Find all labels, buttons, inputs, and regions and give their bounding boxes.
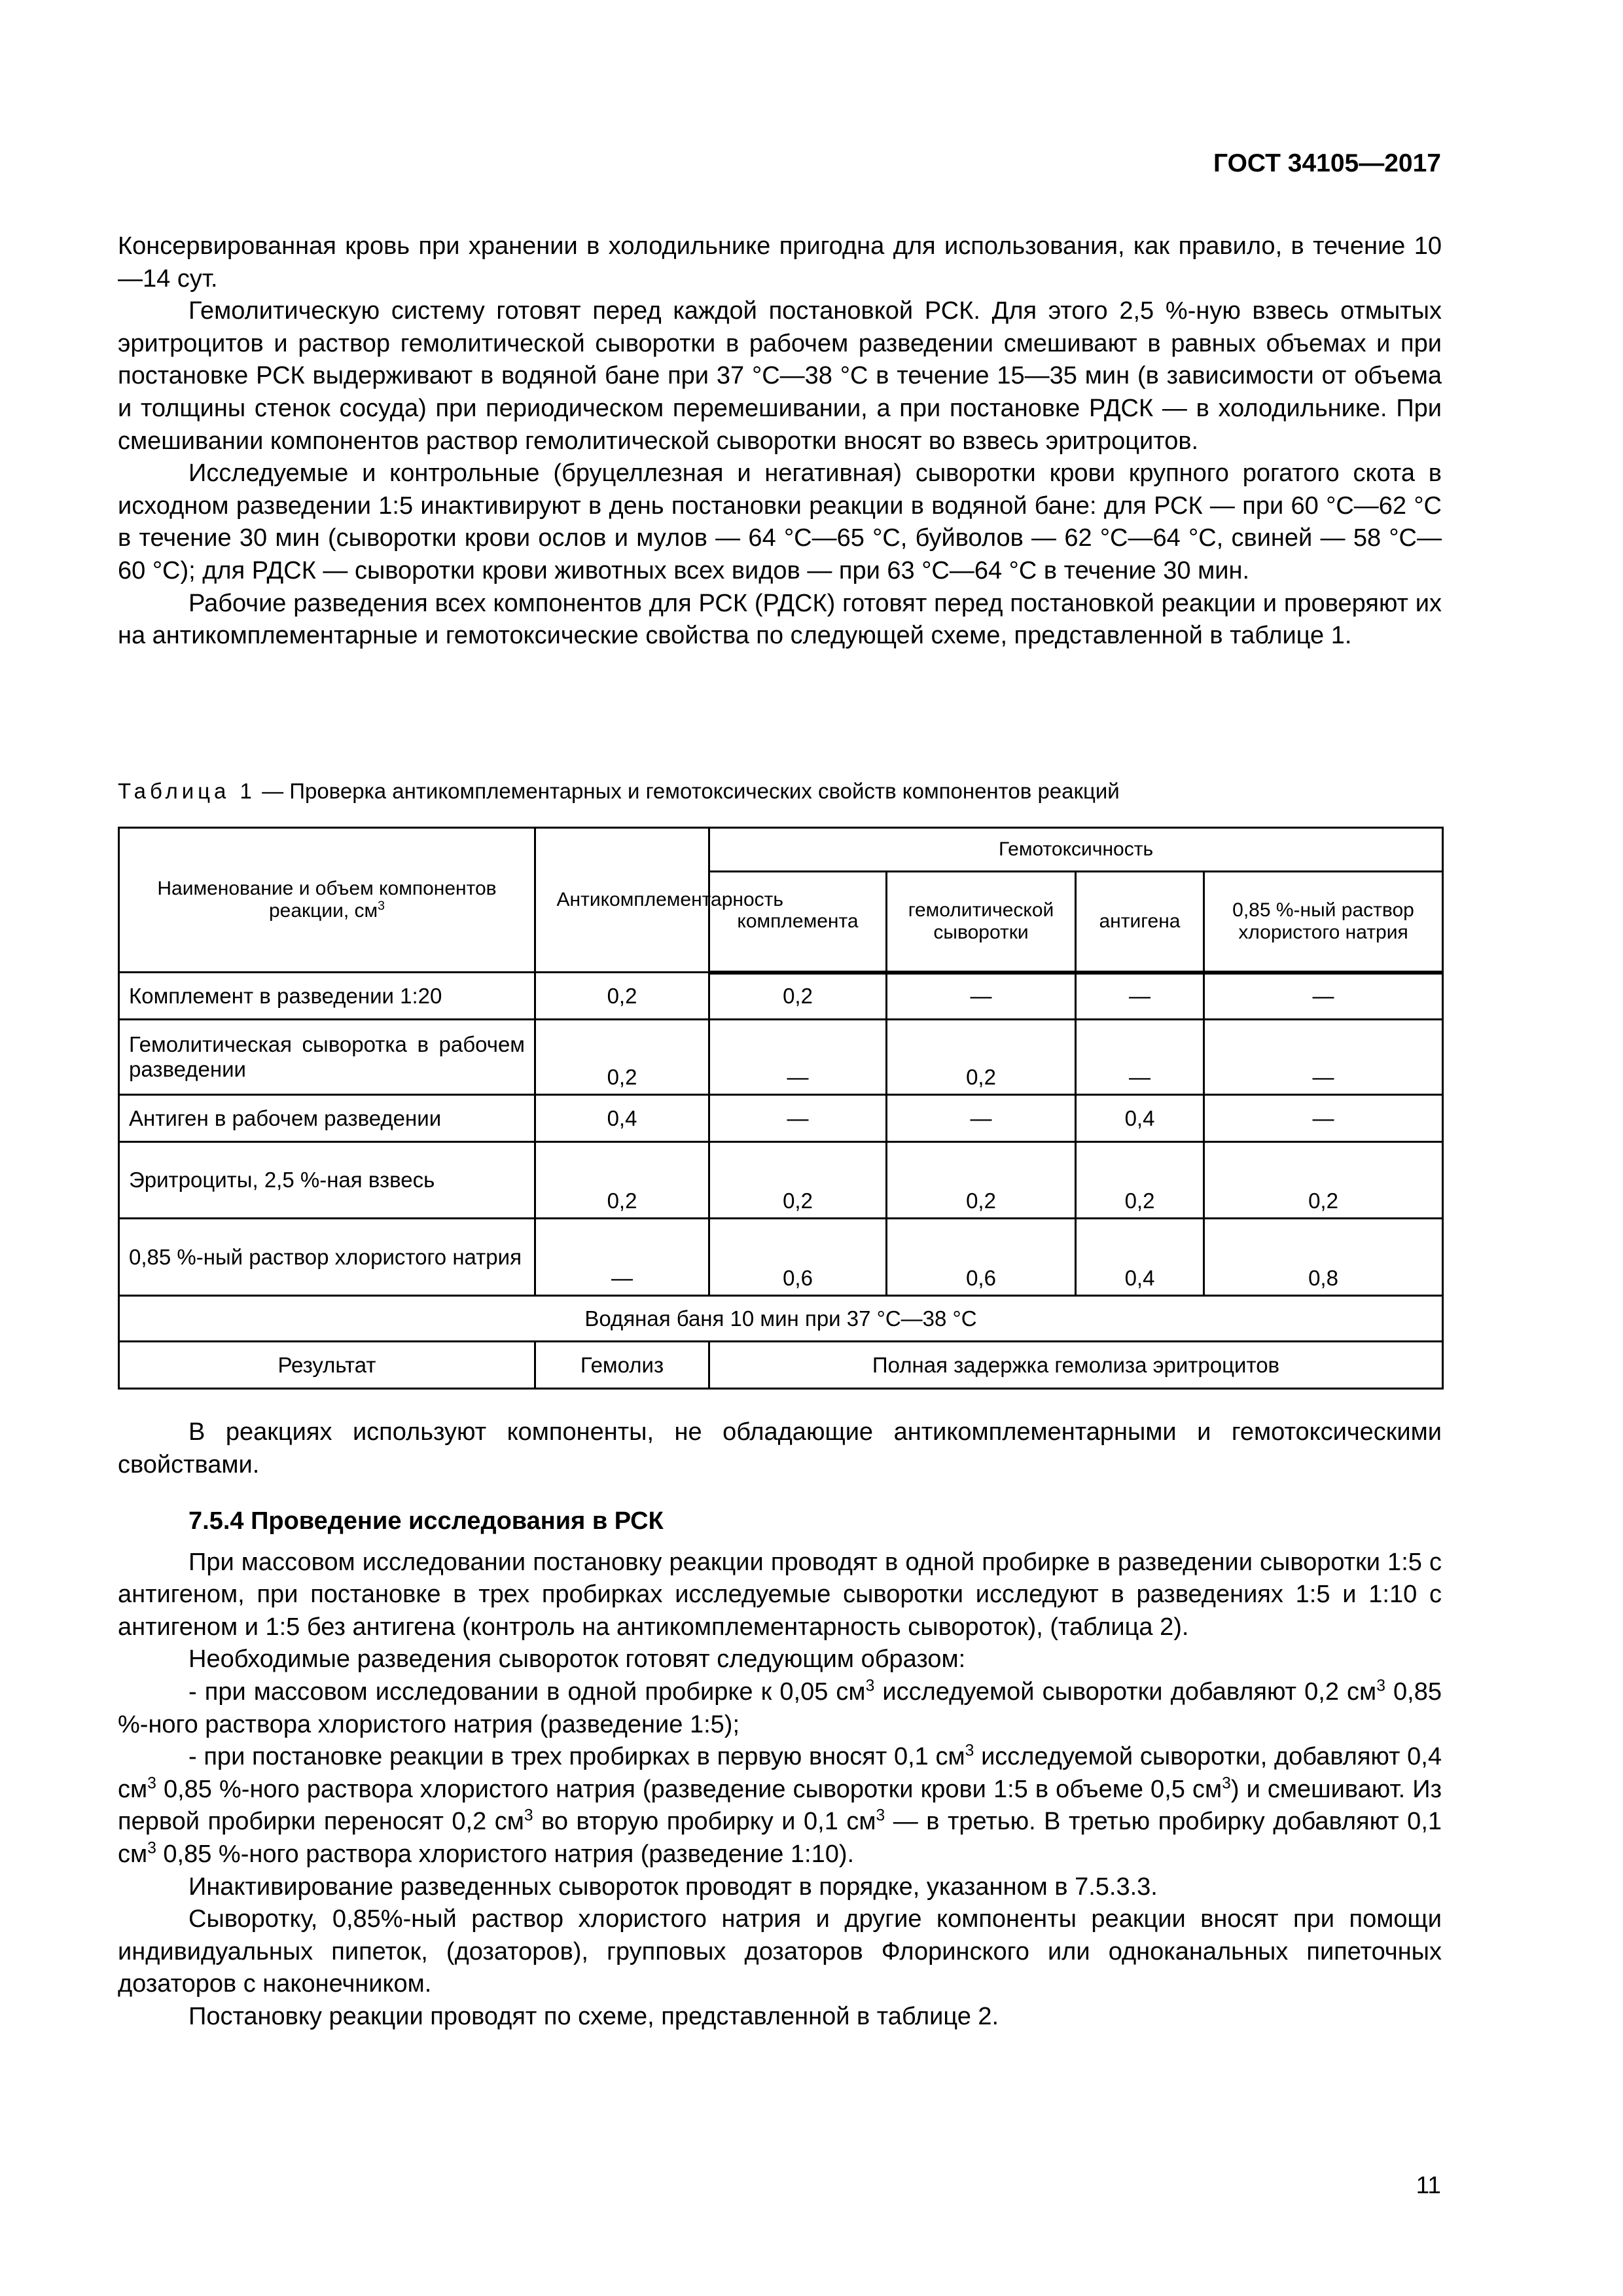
cell-value: 0,4 <box>535 1095 709 1142</box>
text-segment: Необходимые разведения сывороток готовят следующим образом: <box>188 1645 966 1674</box>
text-segment: Консервированная кровь при хранении в холодильнике пригодна для использования, как правило, в течение 10—14 сут. <box>118 232 1442 293</box>
text-segment: 0,85 %-ного раствора хлористого натрия (разведение сыворотки крови 1:5 в объеме 0,5 см <box>156 1775 1222 1803</box>
text-segment: Инактивирование разведенных сывороток проводят в порядке, указанном в 7.5.3.3. <box>188 1873 1158 1901</box>
cell-value: — <box>535 1219 709 1296</box>
page-number: 11 <box>1416 2172 1441 2198</box>
text-segment: Сыворотку, 0,85%-ный раствор хлористого натрия и другие компоненты реакции вносят при помощи индивидуальных пипеток, (дозаторов), групповых дозаторов Флоринского или одноканальных пипеточных дозаторов с наконечником. <box>118 1905 1442 1998</box>
cell-value: 0,2 <box>887 1142 1076 1219</box>
text-segment: ) и смешивают. Из первой пробирки переносят 0,2 см <box>118 1775 1442 1836</box>
cell-value: — <box>1204 1020 1443 1095</box>
cell-value: 0,2 <box>887 1020 1076 1095</box>
cell-value: — <box>709 1095 887 1142</box>
paragraph <box>118 230 1442 295</box>
text-segment: - при постановке реакции в трех пробирках в первую вносят 0,1 см <box>188 1743 965 1771</box>
cell-value: 0,4 <box>1076 1095 1204 1142</box>
paragraph <box>118 2001 1442 2034</box>
text-segment: Рабочие разведения всех компонентов для РСК (РДСК) готовят перед постановкой реакции и проверяют их на антикомплементарные и гемотоксические свойства по следующей схеме, представленной в таблице 1. <box>118 589 1442 650</box>
header-sub: гемолитической сыворотки <box>887 872 1076 973</box>
row-name: Комплемент в разведении 1:20 <box>119 973 535 1020</box>
cell-value: 0,2 <box>535 1142 709 1219</box>
paragraph <box>118 1676 1442 1741</box>
cell-value: 0,2 <box>535 1020 709 1095</box>
superscript: 3 <box>524 1806 533 1825</box>
section-heading: 7.5.4 Проведение исследования в РСК <box>188 1507 664 1535</box>
cell-value: — <box>1204 973 1443 1020</box>
paragraph <box>118 295 1442 457</box>
paragraph <box>118 588 1442 653</box>
header-sub: 0,85 %-ный раствор хлористого натрия <box>1204 872 1443 973</box>
document-id: ГОСТ 34105—2017 <box>1213 149 1441 177</box>
text-segment: 0,85 %-ного раствора хлористого натрия (разведение 1:5); <box>118 1677 1442 1738</box>
top-text-block <box>118 230 1442 653</box>
cell-value: 0,2 <box>1076 1142 1204 1219</box>
table-row <box>119 1095 1443 1142</box>
paragraph <box>118 1643 1442 1676</box>
text-segment: исследуемой сыворотки, добавляют 0,4 см <box>118 1743 1442 1803</box>
row-name: Эритроциты, 2,5 %-ная взвесь <box>119 1142 535 1219</box>
water-bath-row: Водяная баня 10 мин при 37 °С—38 °С <box>119 1296 1443 1342</box>
cell-value: 0,4 <box>1076 1219 1204 1296</box>
table-row <box>119 1020 1443 1095</box>
paragraph <box>118 1871 1442 1904</box>
paragraph <box>118 1547 1442 1644</box>
cell-value: 0,2 <box>1204 1142 1443 1219</box>
paragraph <box>118 1903 1442 2001</box>
cell-value: — <box>709 1020 887 1095</box>
paragraph <box>118 457 1442 587</box>
header-name: Наименование и объем компонентов реакции, $см^3$ <box>119 828 535 973</box>
header-anticomp: Антикомплементарность <box>535 828 709 973</box>
result-anticomp: Гемолиз <box>535 1342 709 1389</box>
superscript: 3 <box>147 1774 156 1793</box>
text-segment: исследуемой сыворотки добавляют 0,2 см <box>874 1677 1377 1706</box>
cell-value: 0,6 <box>887 1219 1076 1296</box>
result-hemotox: Полная задержка гемолиза эритроцитов <box>709 1342 1443 1389</box>
cell-value: 0,8 <box>1204 1219 1443 1296</box>
text-segment: во вторую пробирку и 0,1 см <box>533 1808 876 1836</box>
header-sub: антигена <box>1076 872 1204 973</box>
text-segment: При массовом исследовании постановку реакции проводят в одной пробирке в разведении сыворотки 1:5 с антигеном, при постановке в трех пробирках исследуемые сыворотки исследуют в разведениях 1:5 и 1:10 с антигеном и 1:5 без антигена (контроль на антикомплементарность сывороток), (таблица 2). <box>118 1548 1442 1641</box>
header-hemotox: Гемотоксичность <box>709 828 1443 872</box>
paragraph <box>118 1741 1442 1871</box>
result-label: Результат <box>119 1342 535 1389</box>
cell-value: 0,6 <box>709 1219 887 1296</box>
header-sub: комплемента <box>709 872 887 973</box>
superscript: 3 <box>865 1677 875 1695</box>
text-segment: Исследуемые и контрольные (бруцеллезная и негативная) сыворотки крови крупного рогатого скота в исходном разведении 1:5 инактивируют в день постановки реакции в водяной бане: для РСК — при 60 °С—62 °С в течение 30 мин (сыворотки крови ослов и мулов — 64 °С—65 °С, буйволов — 62 °С—64 °С, свиней — 58 °С—60 °С); для РДСК — сыворотки крови животных всех видов — при 63 °С—64 °С в течение 30 мин. <box>118 459 1442 584</box>
text-segment: — в третью. В третью пробирку добавляют 0,1 см <box>118 1808 1442 1868</box>
superscript: 3 <box>876 1806 885 1825</box>
table-caption-text: — Проверка антикомплементарных и гемотоксических свойств компонентов реакций <box>255 779 1120 803</box>
row-name: 0,85 %-ный раствор хлористого натрия <box>119 1219 535 1296</box>
cell-value: — <box>887 973 1076 1020</box>
table-1 <box>118 827 1444 1390</box>
superscript: 3 <box>147 1839 156 1857</box>
superscript: 3 <box>1222 1774 1231 1793</box>
table-caption <box>118 779 1120 804</box>
cell-value: — <box>1076 1020 1204 1095</box>
cell-value: — <box>1076 973 1204 1020</box>
section-block <box>118 1505 1442 2034</box>
row-name: Гемолитическая сыворотка в рабочем разведении <box>119 1020 535 1095</box>
table-row <box>119 1142 1443 1219</box>
after-table-block <box>118 1416 1442 1481</box>
paragraph: В реакциях используют компоненты, не обладающие антикомплементарными и гемотоксическими свойствами. <box>118 1418 1442 1479</box>
superscript: 3 <box>965 1742 974 1760</box>
cell-value: 0,2 <box>535 973 709 1020</box>
table-row <box>119 1219 1443 1296</box>
superscript: 3 <box>1376 1677 1385 1695</box>
cell-value: — <box>1204 1095 1443 1142</box>
text-segment: 0,85 %-ного раствора хлористого натрия (разведение 1:10). <box>156 1840 855 1868</box>
text-segment: - при массовом исследовании в одной пробирке к 0,05 см <box>188 1677 866 1706</box>
cell-value: 0,2 <box>709 973 887 1020</box>
row-name: Антиген в рабочем разведении <box>119 1095 535 1142</box>
text-segment: Постановку реакции проводят по схеме, представленной в таблице 2. <box>188 2002 999 2030</box>
text-segment: Гемолитическую систему готовят перед каждой постановкой РСК. Для этого 2,5 %-ную взвесь отмытых эритроцитов и раствор гемолитической сыворотки в рабочем разведении смешивают в равных объемах и при постановке РСК выдерживают в водяной бане при 37 °С—38 °С в течение 15—35 мин (в зависимости от объема и толщины стенок сосуда) при периодическом перемешивании, а при постановке РДСК — в холодильнике. При смешивании компонентов раствор гемолитической сыворотки вносят во взвесь эритроцитов. <box>118 297 1442 455</box>
table-caption-number: Таблица 1 <box>118 779 256 803</box>
table-row <box>119 973 1443 1020</box>
cell-value: — <box>887 1095 1076 1142</box>
cell-value: 0,2 <box>709 1142 887 1219</box>
